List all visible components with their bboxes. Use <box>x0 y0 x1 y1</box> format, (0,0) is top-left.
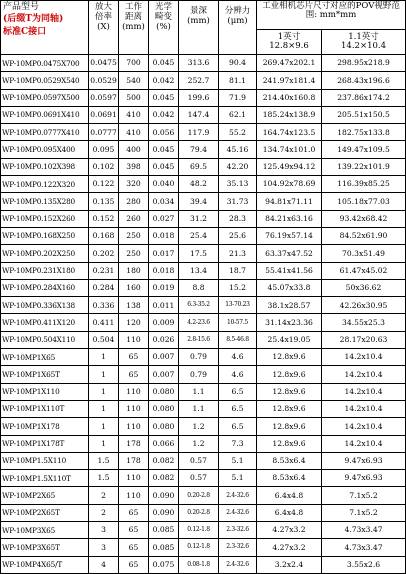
cell-distortion: 0.066 <box>149 435 179 452</box>
cell-model: WP-10MP0.284X160 <box>1 279 89 296</box>
cell-work-distance: 65 <box>119 366 149 383</box>
cell-magnification: 3 <box>89 539 119 556</box>
cell-fov-1inch: 12.8x9.6 <box>257 383 322 400</box>
cell-magnification: 0.102 <box>89 158 119 175</box>
table-body <box>1 55 406 574</box>
cell-resolution: 6.5 <box>219 418 257 435</box>
cell-distortion: 0.085 <box>149 539 179 556</box>
cell-depth-of-field: 69.5 <box>179 158 219 175</box>
cell-resolution: 2.3-32.6 <box>219 539 257 556</box>
cell-fov-1-1inch: 105.18x77.03 <box>322 193 406 210</box>
cell-work-distance: 410 <box>119 106 149 123</box>
cell-fov-1-1inch: 14.2x10.4 <box>322 366 406 383</box>
cell-work-distance: 180 <box>119 262 149 279</box>
cell-model: WP-10MP4X65/T <box>1 556 89 573</box>
table-row <box>1 435 406 452</box>
cell-model: WP-10MP0.0691X410 <box>1 106 89 123</box>
table-row <box>1 176 406 193</box>
cell-magnification: 2 <box>89 504 119 521</box>
cell-model: WP-10MP1X110T <box>1 400 89 417</box>
table-row <box>1 297 406 314</box>
cell-distortion: 0.026 <box>149 331 179 348</box>
table-row <box>1 487 406 504</box>
cell-model: WP-10MP1X110 <box>1 383 89 400</box>
cell-fov-1inch: 12.8x9.6 <box>257 366 322 383</box>
cell-model: WP-10MP0.0475X700 <box>1 55 89 72</box>
cell-resolution: 35.13 <box>219 176 257 193</box>
cell-fov-1inch: 3.2x2.4 <box>257 556 322 573</box>
cell-work-distance: 500 <box>119 89 149 106</box>
cell-work-distance: 250 <box>119 227 149 244</box>
cell-distortion: 0.045 <box>149 158 179 175</box>
cell-resolution: 7.3 <box>219 435 257 452</box>
cell-resolution: 2.3-32.6 <box>219 522 257 539</box>
cell-model: WP-10MP0.0777X410 <box>1 124 89 141</box>
cell-magnification: 0.168 <box>89 227 119 244</box>
header-resolution: 分辨力 (μm) <box>219 1 257 55</box>
cell-fov-1inch: 12.8x9.6 <box>257 349 322 366</box>
cell-magnification: 0.202 <box>89 245 119 262</box>
cell-depth-of-field: 0.57 <box>179 470 219 487</box>
cell-magnification: 1 <box>89 383 119 400</box>
table-row <box>1 314 406 331</box>
cell-fov-1inch: 12.8x9.6 <box>257 400 322 417</box>
cell-resolution: 25.6 <box>219 227 257 244</box>
cell-distortion: 0.017 <box>149 245 179 262</box>
cell-resolution: 62.1 <box>219 106 257 123</box>
cell-distortion: 0.027 <box>149 210 179 227</box>
cell-depth-of-field: 0.08-1.8 <box>179 556 219 573</box>
cell-resolution: 4.6 <box>219 366 257 383</box>
cell-magnification: 0.504 <box>89 331 119 348</box>
cell-magnification: 0.0691 <box>89 106 119 123</box>
cell-depth-of-field: 6.3-35.2 <box>179 297 219 314</box>
cell-depth-of-field: 313.6 <box>179 55 219 72</box>
cell-magnification: 1 <box>89 400 119 417</box>
cell-resolution: 5.1 <box>219 452 257 469</box>
cell-distortion: 0.011 <box>149 297 179 314</box>
cell-magnification: 0.0777 <box>89 124 119 141</box>
cell-magnification: 0.152 <box>89 210 119 227</box>
cell-depth-of-field: 4.2-23.6 <box>179 314 219 331</box>
table-row <box>1 539 406 556</box>
cell-fov-1inch: 31.14x23.36 <box>257 314 322 331</box>
cell-fov-1-1inch: 298.95x218.9 <box>322 55 406 72</box>
cell-fov-1-1inch: 61.47x45.02 <box>322 262 406 279</box>
table-row <box>1 279 406 296</box>
cell-fov-1inch: 8.53x6.4 <box>257 452 322 469</box>
cell-fov-1inch: 241.97x181.4 <box>257 72 322 89</box>
table-row <box>1 383 406 400</box>
cell-magnification: 0.122 <box>89 176 119 193</box>
table-row <box>1 227 406 244</box>
cell-distortion: 0.034 <box>149 193 179 210</box>
cell-fov-1-1inch: 93.42x68.42 <box>322 210 406 227</box>
cell-distortion: 0.040 <box>149 176 179 193</box>
cell-work-distance: 110 <box>119 487 149 504</box>
cell-distortion: 0.045 <box>149 89 179 106</box>
cell-distortion: 0.045 <box>149 55 179 72</box>
cell-depth-of-field: 1.2 <box>179 418 219 435</box>
header-fov-1inch: 1英寸 12.8×9.6 <box>257 30 322 55</box>
cell-work-distance: 160 <box>119 279 149 296</box>
table-row <box>1 366 406 383</box>
cell-resolution: 2.4-32.6 <box>219 487 257 504</box>
cell-fov-1inch: 25.4x19.05 <box>257 331 322 348</box>
table-row <box>1 556 406 573</box>
cell-depth-of-field: 25.4 <box>179 227 219 244</box>
cell-fov-1-1inch: 70.3x51.49 <box>322 245 406 262</box>
cell-distortion: 0.090 <box>149 504 179 521</box>
cell-work-distance: 110 <box>119 400 149 417</box>
cell-model: WP-10MP2X65 <box>1 487 89 504</box>
cell-magnification: 0.0529 <box>89 72 119 89</box>
cell-distortion: 0.042 <box>149 106 179 123</box>
cell-fov-1inch: 38.1x28.57 <box>257 297 322 314</box>
table-row <box>1 331 406 348</box>
cell-work-distance: 110 <box>119 470 149 487</box>
cell-depth-of-field: 147.4 <box>179 106 219 123</box>
cell-distortion: 0.082 <box>149 452 179 469</box>
table-row <box>1 210 406 227</box>
cell-distortion: 0.056 <box>149 124 179 141</box>
cell-depth-of-field: 199.6 <box>179 89 219 106</box>
cell-resolution: 18.7 <box>219 262 257 279</box>
cell-work-distance: 65 <box>119 522 149 539</box>
cell-model: WP-10MP0.0529X540 <box>1 72 89 89</box>
cell-resolution: 6.5 <box>219 383 257 400</box>
cell-resolution: 90.4 <box>219 55 257 72</box>
cell-depth-of-field: 0.20-2.8 <box>179 487 219 504</box>
cell-model: WP-10MP1X178T <box>1 435 89 452</box>
cell-work-distance: 65 <box>119 504 149 521</box>
cell-fov-1inch: 94.81x71.11 <box>257 193 322 210</box>
table-row <box>1 400 406 417</box>
cell-model: WP-10MP3X65T <box>1 539 89 556</box>
cell-model: WP-10MP0.336X138 <box>1 297 89 314</box>
cell-distortion: 0.018 <box>149 227 179 244</box>
table-row <box>1 72 406 89</box>
cell-work-distance: 540 <box>119 72 149 89</box>
header-model: 产品型号 (后缀T为同轴) 标准C接口 <box>1 1 89 55</box>
cell-model: WP-10MP2X65T <box>1 504 89 521</box>
cell-fov-1inch: 104.92x78.69 <box>257 176 322 193</box>
cell-depth-of-field: 0.57 <box>179 452 219 469</box>
cell-distortion: 0.075 <box>149 556 179 573</box>
cell-fov-1-1inch: 14.2x10.4 <box>322 349 406 366</box>
cell-distortion: 0.018 <box>149 262 179 279</box>
cell-distortion: 0.009 <box>149 314 179 331</box>
cell-depth-of-field: 31.2 <box>179 210 219 227</box>
cell-work-distance: 700 <box>119 55 149 72</box>
cell-model: WP-10MP0.135X280 <box>1 193 89 210</box>
cell-depth-of-field: 1.1 <box>179 383 219 400</box>
cell-magnification: 0.0475 <box>89 55 119 72</box>
cell-depth-of-field: 48.2 <box>179 176 219 193</box>
cell-depth-of-field: 39.4 <box>179 193 219 210</box>
cell-fov-1inch: 6.4x4.8 <box>257 487 322 504</box>
cell-work-distance: 178 <box>119 452 149 469</box>
cell-resolution: 5.1 <box>219 470 257 487</box>
header-fov-title: 工业相机芯片尺寸对应的POV视野范围: mm*mm <box>257 1 406 30</box>
cell-resolution: 42.20 <box>219 158 257 175</box>
cell-depth-of-field: 8.8 <box>179 279 219 296</box>
table-row <box>1 89 406 106</box>
cell-magnification: 0.231 <box>89 262 119 279</box>
cell-model: WP-10MP1.5X110 <box>1 452 89 469</box>
cell-fov-1-1inch: 42.26x30.95 <box>322 297 406 314</box>
cell-magnification: 2 <box>89 487 119 504</box>
cell-depth-of-field: 79.4 <box>179 141 219 158</box>
cell-fov-1inch: 6.4x4.8 <box>257 504 322 521</box>
cell-resolution: 4.6 <box>219 349 257 366</box>
cell-fov-1inch: 76.19x57.14 <box>257 227 322 244</box>
cell-resolution: 28.3 <box>219 210 257 227</box>
cell-resolution: 2.4-32.6 <box>219 556 257 573</box>
cell-model: WP-10MP0.122X320 <box>1 176 89 193</box>
cell-fov-1-1inch: 14.2x10.4 <box>322 400 406 417</box>
cell-model: WP-10MP0.152X260 <box>1 210 89 227</box>
cell-fov-1inch: 8.53x6.4 <box>257 470 322 487</box>
cell-model: WP-10MP1.5X110T <box>1 470 89 487</box>
cell-depth-of-field: 0.20-2.8 <box>179 504 219 521</box>
cell-magnification: 3 <box>89 522 119 539</box>
cell-fov-1-1inch: 116.39x85.25 <box>322 176 406 193</box>
cell-model: WP-10MP0.095X400 <box>1 141 89 158</box>
cell-distortion: 0.007 <box>149 366 179 383</box>
cell-distortion: 0.090 <box>149 487 179 504</box>
cell-fov-1-1inch: 139.22x101.9 <box>322 158 406 175</box>
cell-depth-of-field: 2.8-15.6 <box>179 331 219 348</box>
table-row <box>1 193 406 210</box>
cell-work-distance: 65 <box>119 556 149 573</box>
table-row <box>1 418 406 435</box>
cell-fov-1-1inch: 149.47x109.5 <box>322 141 406 158</box>
cell-model: WP-10MP1X65 <box>1 349 89 366</box>
cell-fov-1-1inch: 28.17x20.63 <box>322 331 406 348</box>
header-magnification: 放大 倍率 (X) <box>89 1 119 55</box>
header-work-distance: 工作 距离 (mm) <box>119 1 149 55</box>
cell-resolution: 8.5-46.8 <box>219 331 257 348</box>
cell-magnification: 0.284 <box>89 279 119 296</box>
cell-depth-of-field: 13.4 <box>179 262 219 279</box>
cell-fov-1-1inch: 7.1x5.2 <box>322 504 406 521</box>
table-row <box>1 504 406 521</box>
cell-fov-1inch: 4.27x3.2 <box>257 539 322 556</box>
cell-magnification: 0.135 <box>89 193 119 210</box>
cell-work-distance: 320 <box>119 176 149 193</box>
cell-magnification: 1 <box>89 349 119 366</box>
cell-magnification: 1 <box>89 435 119 452</box>
cell-resolution: 6.5 <box>219 400 257 417</box>
cell-magnification: 0.095 <box>89 141 119 158</box>
cell-distortion: 0.045 <box>149 141 179 158</box>
cell-fov-1inch: 269.47x202.1 <box>257 55 322 72</box>
cell-fov-1-1inch: 50x36.62 <box>322 279 406 296</box>
cell-model: WP-10MP0.411X120 <box>1 314 89 331</box>
cell-work-distance: 260 <box>119 210 149 227</box>
cell-depth-of-field: 1.2 <box>179 435 219 452</box>
cell-fov-1inch: 185.24x138.9 <box>257 106 322 123</box>
cell-fov-1inch: 164.74x123.5 <box>257 124 322 141</box>
cell-fov-1-1inch: 34.55x25.3 <box>322 314 406 331</box>
cell-fov-1inch: 55.41x41.56 <box>257 262 322 279</box>
table-row <box>1 158 406 175</box>
cell-fov-1-1inch: 182.75x133.8 <box>322 124 406 141</box>
cell-fov-1inch: 12.8x9.6 <box>257 418 322 435</box>
cell-magnification: 4 <box>89 556 119 573</box>
cell-work-distance: 178 <box>119 435 149 452</box>
cell-depth-of-field: 117.9 <box>179 124 219 141</box>
cell-work-distance: 65 <box>119 539 149 556</box>
cell-resolution: 15.2 <box>219 279 257 296</box>
cell-resolution: 71.9 <box>219 89 257 106</box>
header-fov-1-1inch: 1.1英寸 14.2×10.4 <box>322 30 406 55</box>
cell-distortion: 0.019 <box>149 279 179 296</box>
cell-work-distance: 120 <box>119 314 149 331</box>
header-depth-of-field: 景深 (mm) <box>179 1 219 55</box>
cell-resolution: 31.73 <box>219 193 257 210</box>
table-row <box>1 245 406 262</box>
cell-fov-1inch: 134.74x101.0 <box>257 141 322 158</box>
cell-work-distance: 138 <box>119 297 149 314</box>
table-row <box>1 55 406 72</box>
cell-model: WP-10MP0.231X180 <box>1 262 89 279</box>
cell-work-distance: 65 <box>119 349 149 366</box>
cell-depth-of-field: 1.1 <box>179 400 219 417</box>
header-distortion: 光学 畸变 (%) <box>149 1 179 55</box>
cell-magnification: 1.5 <box>89 452 119 469</box>
cell-distortion: 0.080 <box>149 418 179 435</box>
cell-work-distance: 280 <box>119 193 149 210</box>
cell-work-distance: 400 <box>119 141 149 158</box>
cell-model: WP-10MP0.202X250 <box>1 245 89 262</box>
cell-model: WP-10MP3X65 <box>1 522 89 539</box>
cell-fov-1-1inch: 237.86x174.2 <box>322 89 406 106</box>
cell-model: WP-10MP0.168X250 <box>1 227 89 244</box>
cell-distortion: 0.085 <box>149 522 179 539</box>
cell-work-distance: 110 <box>119 331 149 348</box>
table-row <box>1 452 406 469</box>
cell-resolution: 10-57.5 <box>219 314 257 331</box>
cell-model: WP-10MP0.504X110 <box>1 331 89 348</box>
cell-distortion: 0.042 <box>149 72 179 89</box>
cell-work-distance: 110 <box>119 418 149 435</box>
cell-fov-1-1inch: 3.55x2.6 <box>322 556 406 573</box>
cell-fov-1inch: 63.37x47.52 <box>257 245 322 262</box>
table-row <box>1 470 406 487</box>
table-row <box>1 349 406 366</box>
cell-magnification: 0.0597 <box>89 89 119 106</box>
cell-work-distance: 110 <box>119 383 149 400</box>
cell-resolution: 55.2 <box>219 124 257 141</box>
cell-fov-1-1inch: 84.52x61.90 <box>322 227 406 244</box>
cell-fov-1-1inch: 7.1x5.2 <box>322 487 406 504</box>
cell-model: WP-10MP1X65T <box>1 366 89 383</box>
cell-resolution: 81.1 <box>219 72 257 89</box>
cell-work-distance: 250 <box>119 245 149 262</box>
cell-resolution: 45.16 <box>219 141 257 158</box>
cell-fov-1inch: 45.07x33.8 <box>257 279 322 296</box>
cell-depth-of-field: 17.5 <box>179 245 219 262</box>
cell-model: WP-10MP0.0597X500 <box>1 89 89 106</box>
cell-resolution: 13-70.23 <box>219 297 257 314</box>
cell-fov-1-1inch: 14.2x10.4 <box>322 435 406 452</box>
cell-model: WP-10MP0.102X398 <box>1 158 89 175</box>
cell-resolution: 2.4-32.6 <box>219 504 257 521</box>
cell-fov-1-1inch: 205.51x150.5 <box>322 106 406 123</box>
cell-depth-of-field: 0.79 <box>179 366 219 383</box>
cell-distortion: 0.080 <box>149 383 179 400</box>
cell-fov-1inch: 4.27x3.2 <box>257 522 322 539</box>
cell-depth-of-field: 0.12-1.8 <box>179 539 219 556</box>
cell-model: WP-10MP1X178 <box>1 418 89 435</box>
cell-distortion: 0.080 <box>149 400 179 417</box>
cell-depth-of-field: 0.12-1.8 <box>179 522 219 539</box>
cell-fov-1-1inch: 14.2x10.4 <box>322 418 406 435</box>
table-row <box>1 141 406 158</box>
table-row <box>1 124 406 141</box>
table-row <box>1 262 406 279</box>
cell-magnification: 1 <box>89 366 119 383</box>
cell-distortion: 0.082 <box>149 470 179 487</box>
table-row <box>1 106 406 123</box>
cell-fov-1inch: 12.8x9.6 <box>257 435 322 452</box>
cell-magnification: 1 <box>89 418 119 435</box>
cell-work-distance: 410 <box>119 124 149 141</box>
cell-work-distance: 398 <box>119 158 149 175</box>
cell-fov-1inch: 84.21x63.16 <box>257 210 322 227</box>
cell-resolution: 21.3 <box>219 245 257 262</box>
cell-fov-1-1inch: 14.2x10.4 <box>322 383 406 400</box>
table-header <box>1 1 406 55</box>
cell-magnification: 0.411 <box>89 314 119 331</box>
cell-magnification: 0.336 <box>89 297 119 314</box>
cell-depth-of-field: 0.79 <box>179 349 219 366</box>
cell-distortion: 0.007 <box>149 349 179 366</box>
cell-fov-1inch: 125.49x94.12 <box>257 158 322 175</box>
cell-fov-1-1inch: 4.73x3.47 <box>322 539 406 556</box>
cell-fov-1-1inch: 4.73x3.47 <box>322 522 406 539</box>
cell-fov-1-1inch: 9.47x6.93 <box>322 470 406 487</box>
cell-depth-of-field: 252.7 <box>179 72 219 89</box>
cell-magnification: 1.5 <box>89 470 119 487</box>
cell-fov-1-1inch: 268.43x196.6 <box>322 72 406 89</box>
table-row <box>1 522 406 539</box>
cell-fov-1-1inch: 9.47x6.93 <box>322 452 406 469</box>
cell-fov-1inch: 214.40x160.8 <box>257 89 322 106</box>
